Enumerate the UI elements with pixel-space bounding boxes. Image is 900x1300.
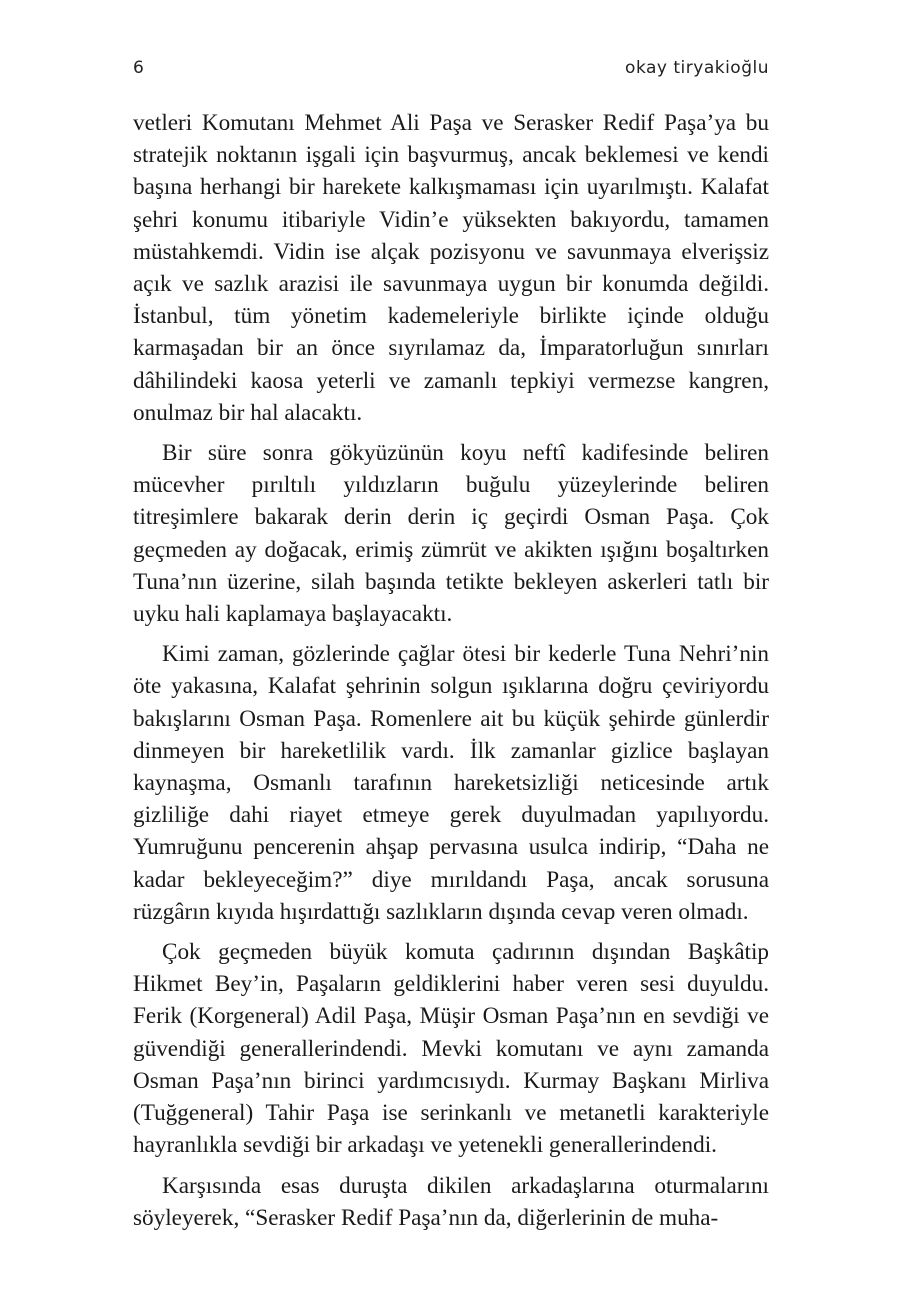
paragraph: Çok geçmeden büyük komuta çadırının dışından Başkâtip Hikmet Bey’in, Paşaların geldiklerini haber veren sesi duyuldu. Ferik (Korgeneral) Adil Paşa, Müşir Osman Paşa’nın en sevdiği ve güvendiği generallerindendi. Mevki komutanı ve aynı zamanda Osman Paşa’nın birinci yardımcısıydı. Kurmay Başkanı Mirliva (Tuğgeneral) Tahir Paşa ise serinkanlı ve metanetli karakteriyle hayranlıkla sevdiği bir arkadaşı ve yetenekli generallerindendi. <box>133 939 769 1159</box>
body-text <box>133 107 769 1242</box>
page-header <box>133 58 769 88</box>
paragraph-continued: vetleri Komutanı Mehmet Ali Paşa ve Serasker Redif Paşa’ya bu stratejik noktanın işgali için başvurmuş, ancak beklemesi ve kendi başına herhangi bir harekete kalkışmaması için uyarılmıştı. Kalafat şehri konumu itibariyle Vidin’e yüksekten bakıyordu, tamamen müstahkemdi. Vidin ise alçak pozisyonu ve savunmaya elverişsiz açık ve sazlık arazisi ile savunmaya uygun bir konumda değildi. İstanbul, tüm yönetim kademeleriyle birlikte içinde olduğu karmaşadan bir an önce sıyrılamaz da, İmparatorluğun sınırları dâhilindeki kaosa yeterli ve zamanlı tepkiyi vermezse kangren, onulmaz bir hal alacaktı. <box>133 110 769 426</box>
paragraph: Karşısında esas duruşta dikilen arkadaşlarına oturmalarını söyleyerek, “Serasker Redif Paşa’nın da, diğerlerinin de muha- <box>133 1172 769 1231</box>
running-head-author: okay tiryakioğlu <box>625 58 769 78</box>
page-number: 6 <box>133 58 145 78</box>
paragraph: Kimi zaman, gözlerinde çağlar ötesi bir kederle Tuna Nehri’nin öte yakasına, Kalafat şehrinin solgun ışıklarına doğru çeviriyordu bakışlarını Osman Paşa. Romenlere ait bu küçük şehirde günlerdir dinmeyen bir hareketlilik vardı. İlk zamanlar gizlice başlayan kaynaşma, Osmanlı tarafının hareketsizliği neticesinde artık gizliliğe dahi riayet etmeye gerek duyulmadan yapılıyordu. Yumruğunu pencerenin ahşap pervasına usulca indirip, “Daha ne kadar bekleyeceğim?” diye mırıldandı Paşa, ancak sorusuna rüzgârın kıyıda hışırdattığı sazlıkların dışında cevap veren olmadı. <box>133 641 769 925</box>
paragraph: Bir süre sonra gökyüzünün koyu neftî kadifesinde beliren mücevher pırıltılı yıldızların buğulu yüzeylerinde beliren titreşimlere bakarak derin derin iç geçirdi Osman Paşa. Çok geçmeden ay doğacak, erimiş zümrüt ve akikten ışığını boşaltırken Tuna’nın üzerine, silah başında tetikte bekleyen askerleri tatlı bir uyku hali kaplamaya başlayacaktı. <box>133 440 769 628</box>
